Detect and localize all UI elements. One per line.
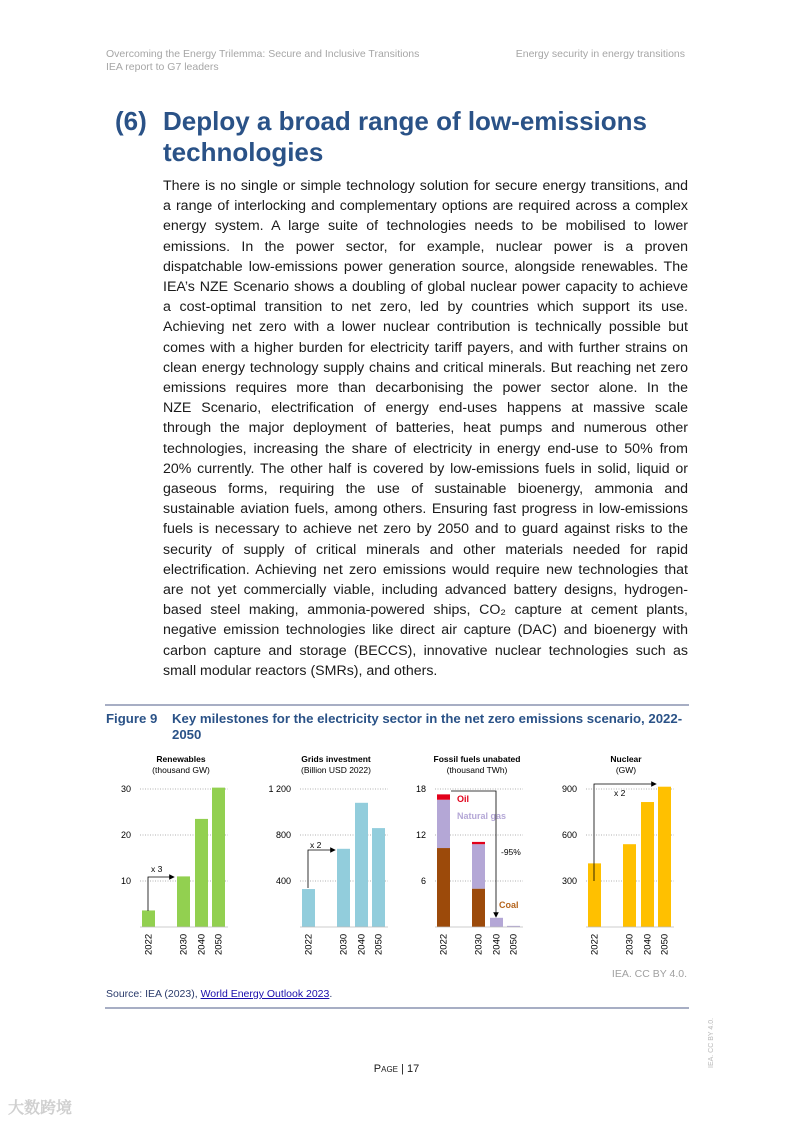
x-tick-label: 2040 (491, 933, 503, 955)
body-line: dispatchable low-emissions power generation source, alongside renewables. The (163, 258, 688, 275)
body-line: emissions requires more than decarbonising the power sector alone. In the (163, 380, 688, 397)
y-tick-label: 400 (275, 876, 291, 886)
chart-title: Renewables (156, 754, 206, 764)
x-tick-label: 2050 (213, 933, 225, 955)
body-line: gaseous forms, requiring the use of sustainable bioenergy, ammonia and (163, 481, 688, 498)
body-line: IEA’s NZE Scenario shows a doubling of global nuclear power capacity to achieve (163, 279, 688, 296)
chart-unit: (thousand TWh) (446, 765, 508, 775)
report-title: Overcoming the Energy Trilemma: Secure and Inclusive Transitions (106, 48, 420, 60)
chart-unit: (Billion USD 2022) (301, 765, 371, 775)
bar-segment-natural-gas (490, 918, 503, 927)
body-line: clean energy technology supply chains and critical minerals. But reaching net zero (163, 359, 688, 376)
figure-source (106, 988, 332, 1000)
y-tick-label: 6 (420, 876, 426, 886)
x-tick-label: 2040 (196, 933, 208, 955)
y-tick-label: 600 (561, 830, 577, 840)
figure-label: Figure 9 (106, 711, 158, 726)
body-line: emissions. In the power sector, for example, nuclear power is a proven (163, 238, 688, 255)
body-line: a cost-optimal transition to net zero, led by countries which support its use. (163, 299, 688, 316)
y-tick-label: 12 (415, 830, 426, 840)
source-prefix: Source: IEA (2023), (106, 988, 201, 1000)
body-line: sustainable aviation fuels, among others. Ensuring fast progress in low-emissions (163, 501, 688, 518)
x-tick-label: 2040 (642, 933, 654, 955)
y-tick-label: 1 200 (268, 784, 291, 794)
side-credit: IEA. CC BY 4.0. (708, 1017, 715, 1068)
x-tick-label: 2030 (338, 933, 350, 955)
body-line: technologies, increasing the share of electricity in energy end-use to 50% from (163, 440, 688, 457)
legend-oil: Oil (457, 794, 470, 804)
page-label: Page (373, 1063, 398, 1075)
figure-title: Key milestones for the electricity sector in the net zero emissions scenario, 2022-2050 (172, 711, 683, 742)
bar-segment-oil (437, 794, 450, 799)
body-line: carbon capture and storage (BECCS), innovative nuclear technologies such as (163, 642, 688, 659)
y-tick-label: 20 (120, 830, 131, 840)
header-right: Energy security in energy transitions (515, 48, 685, 60)
growth-arrow (148, 877, 174, 911)
report-subtitle: IEA report to G7 leaders (106, 61, 219, 73)
body-line: Achieving net zero with a lower nuclear contribution is technically possible but (163, 319, 688, 336)
x-tick-label: 2022 (589, 933, 601, 955)
body-line: NZE Scenario, electrification of energy end-uses happens at massive scale (163, 400, 688, 417)
bar (372, 828, 385, 927)
section-title: Deploy a broad range of low-emissions technologies (163, 106, 647, 167)
source-suffix: . (329, 988, 333, 1000)
chart-title: Nuclear (610, 754, 642, 764)
x-tick-label: 2022 (303, 933, 315, 955)
y-tick-label: 18 (415, 784, 426, 794)
bar-segment-coal (472, 889, 485, 927)
bar-segment-natural-gas (472, 844, 485, 888)
chart-unit: (GW) (615, 765, 637, 775)
page-num: | 17 (401, 1063, 420, 1075)
x-tick-label: 2050 (659, 933, 671, 955)
growth-annotation: x 2 (310, 840, 322, 850)
y-tick-label: 300 (561, 876, 577, 886)
bar (355, 803, 368, 927)
body-line: negative emission technologies like direct air capture (DAC) and bioenergy with (163, 622, 688, 639)
bar (641, 802, 654, 927)
body-line: are not yet commercially viable, including advanced battery designs, hydrogen- (163, 582, 688, 599)
bar (302, 889, 315, 927)
legend-natural-gas: Natural gas (457, 811, 507, 821)
growth-arrow (308, 850, 335, 888)
growth-annotation: x 2 (614, 788, 626, 798)
body-line: small modular reactors (SMRs), and others. (163, 662, 438, 679)
body-line: electrification. Achieving net zero emissions would require new technologies that (163, 561, 688, 578)
chart-title: Fossil fuels unabated (433, 754, 521, 764)
body-line: a range of interlocking and complementary options are required across a complex (163, 198, 688, 215)
x-tick-label: 2022 (438, 933, 450, 955)
bar (142, 910, 155, 927)
figure-bottom-rule (105, 1007, 689, 1009)
bar (212, 788, 225, 927)
body-line: fuels is necessary to achieve net zero by 2050 and to guard against risks to the (163, 521, 688, 538)
chart-unit: (thousand GW) (152, 765, 210, 775)
chart-title: Grids investment (301, 754, 371, 764)
source-link[interactable]: World Energy Outlook 2023 (200, 988, 330, 1000)
bar-segment-natural-gas (437, 800, 450, 848)
section-number: (6) (115, 106, 147, 136)
bar (337, 849, 350, 927)
body-line: 20% currently. The other half is covered by low-emissions fuels in solid, liquid or (163, 460, 688, 477)
growth-annotation: x 3 (151, 864, 163, 874)
x-tick-label: 2030 (624, 933, 636, 955)
body-line: comes with a higher burden for electricity tariff payers, and with further strains on (163, 339, 688, 356)
decline-annotation: -95% (501, 847, 521, 857)
page-number (0, 1063, 793, 1075)
bar (588, 863, 601, 927)
y-tick-label: 900 (561, 784, 577, 794)
body-line: based steel making, ammonia-powered ships, CO₂ capture at cement plants, (163, 602, 688, 619)
x-tick-label: 2050 (373, 933, 385, 955)
x-tick-label: 2050 (508, 933, 520, 955)
x-tick-label: 2030 (178, 933, 190, 955)
body-line: through the major deployment of batteries, heat pumps and numerous other (163, 420, 688, 437)
body-line: security of supply of critical minerals and other materials needed for rapid (163, 541, 688, 558)
figure-credit: IEA. CC BY 4.0. (611, 968, 687, 980)
body-line: energy system. A large suite of technologies needs to be mobilised to lower (163, 218, 688, 235)
watermark-logo: 大数跨境 (8, 1100, 73, 1117)
y-tick-label: 30 (120, 784, 131, 794)
bar (195, 819, 208, 927)
bar (177, 876, 190, 927)
x-tick-label: 2040 (356, 933, 368, 955)
bar-segment-coal (437, 848, 450, 927)
x-tick-label: 2030 (473, 933, 485, 955)
x-tick-label: 2022 (143, 933, 155, 955)
body-line: There is no single or simple technology solution for secure energy transitions, and (163, 178, 688, 194)
y-tick-label: 10 (120, 876, 131, 886)
bar (658, 787, 671, 927)
y-tick-label: 800 (275, 830, 291, 840)
legend-coal: Coal (499, 900, 519, 910)
bar-segment-oil (472, 842, 485, 844)
bar (623, 844, 636, 927)
